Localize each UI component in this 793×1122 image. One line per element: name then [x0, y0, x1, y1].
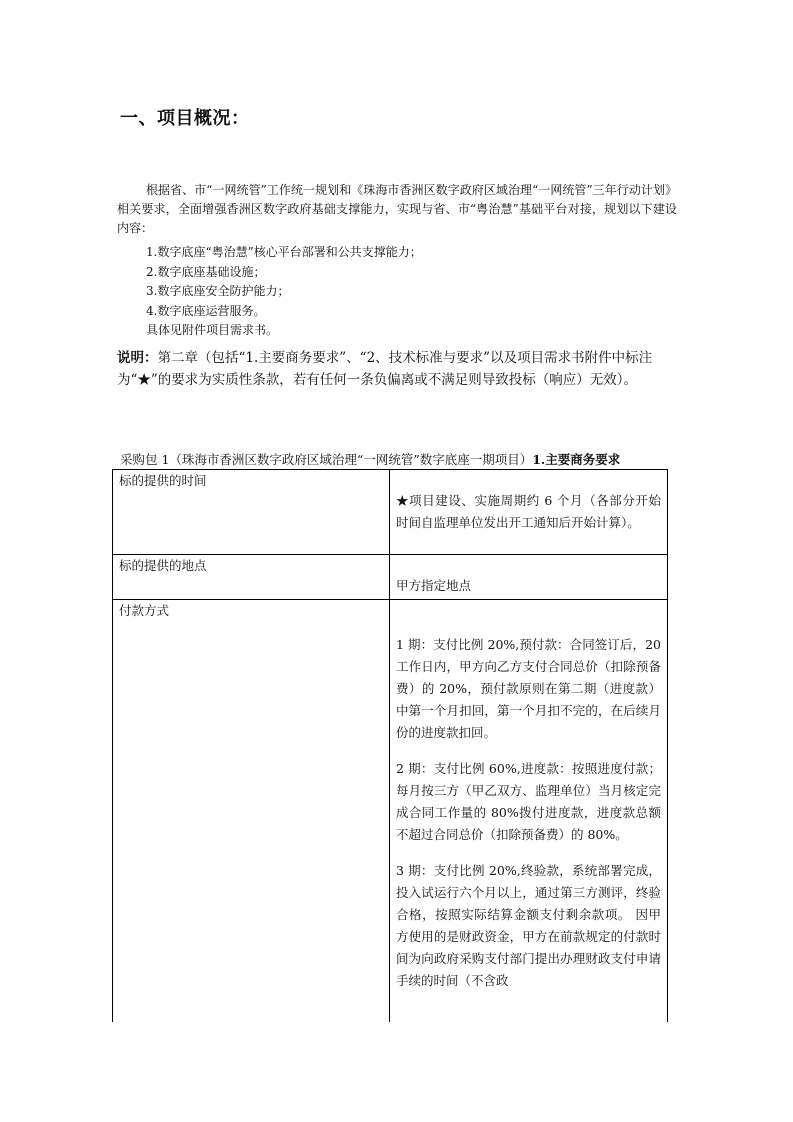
table-row [113, 470, 668, 555]
business-requirements-table [112, 469, 668, 1022]
table-row [113, 555, 668, 600]
list-item: 1.数字底座“粤治慧”核心平台部署和公共支撑能力； [146, 245, 422, 259]
construction-list [146, 243, 422, 341]
table-row [113, 600, 668, 1023]
payment-terms-cell [390, 600, 668, 1023]
row-value-cell [390, 470, 668, 555]
list-item: 4.数字底座运营服务。 [146, 303, 266, 318]
row-key: 标的提供的时间 [113, 470, 390, 555]
caption-text: 采购包 1（珠海市香洲区数字政府区域治理“一网统管”数字底座一期项目） [120, 452, 533, 467]
table-caption [120, 451, 680, 468]
list-item: 2.数字底座基础设施； [146, 264, 266, 279]
intro-paragraph: 根据省、市“一网统管”工作统一规划和《珠海市香洲区数字政府区域治理“一网统管”三年行动计划》相关要求，全面增强香洲区数字政府基础支撑能力，实现与省、市“粤治慧”基础平台对接，规划以下建设内容： [117, 183, 677, 235]
attachment-note: 具体见附件项目需求书。 [146, 323, 279, 337]
list-item: 3.数字底座安全防护能力； [146, 284, 290, 298]
row-value: ★项目建设、实施周期约 6 个月（各部分开始时间自监理单位发出开工通知后开始计算）。 [396, 493, 661, 530]
section-heading: 一、项目概况： [120, 108, 250, 129]
payment-phase-1: 1 期：支付比例 20%,预付款：合同签订后，20 工作日内，甲方向乙方支付合同总价（扣除预备费）的 20%，预付款原则在第二期（进度款）中第一个月扣回，第一个月扣不完的，在后续月份的进度款扣回。 [396, 637, 661, 740]
row-key: 付款方式 [113, 600, 390, 1023]
explanation-note [117, 347, 677, 391]
caption-bold: 1.主要商务要求 [532, 452, 621, 467]
row-value: 甲方指定地点 [396, 578, 472, 593]
row-value-cell [390, 555, 668, 600]
note-text: 第二章（包括“1.主要商务要求”、“2、技术标准与要求”以及项目需求书附件中标注为“★”的要求为实质性条款，若有任何一条负偏离或不满足则导致投标（响应）无效）。 [117, 350, 653, 388]
payment-phase-2: 2 期：支付比例 60%,进度款：按照进度付款；每月按三方（甲乙双方、监理单位）当月核定完成合同工作量的 80%拨付进度款，进度款总额不超过合同总价（扣除预备费）的 80%。 [396, 761, 661, 842]
note-label: 说明： [117, 350, 158, 366]
payment-phase-3: 3 期：支付比例 20%,终验款，系统部署完成，投入试运行六个月以上，通过第三方测评，终验合格，按照实际结算金额支付剩余款项。 因甲方使用的是财政资金，甲方在前款规定的付款时间为向政府采购支付部门提出办理财政支付申请手续的时间（不含政 [396, 863, 661, 988]
row-key: 标的提供的地点 [113, 555, 390, 600]
